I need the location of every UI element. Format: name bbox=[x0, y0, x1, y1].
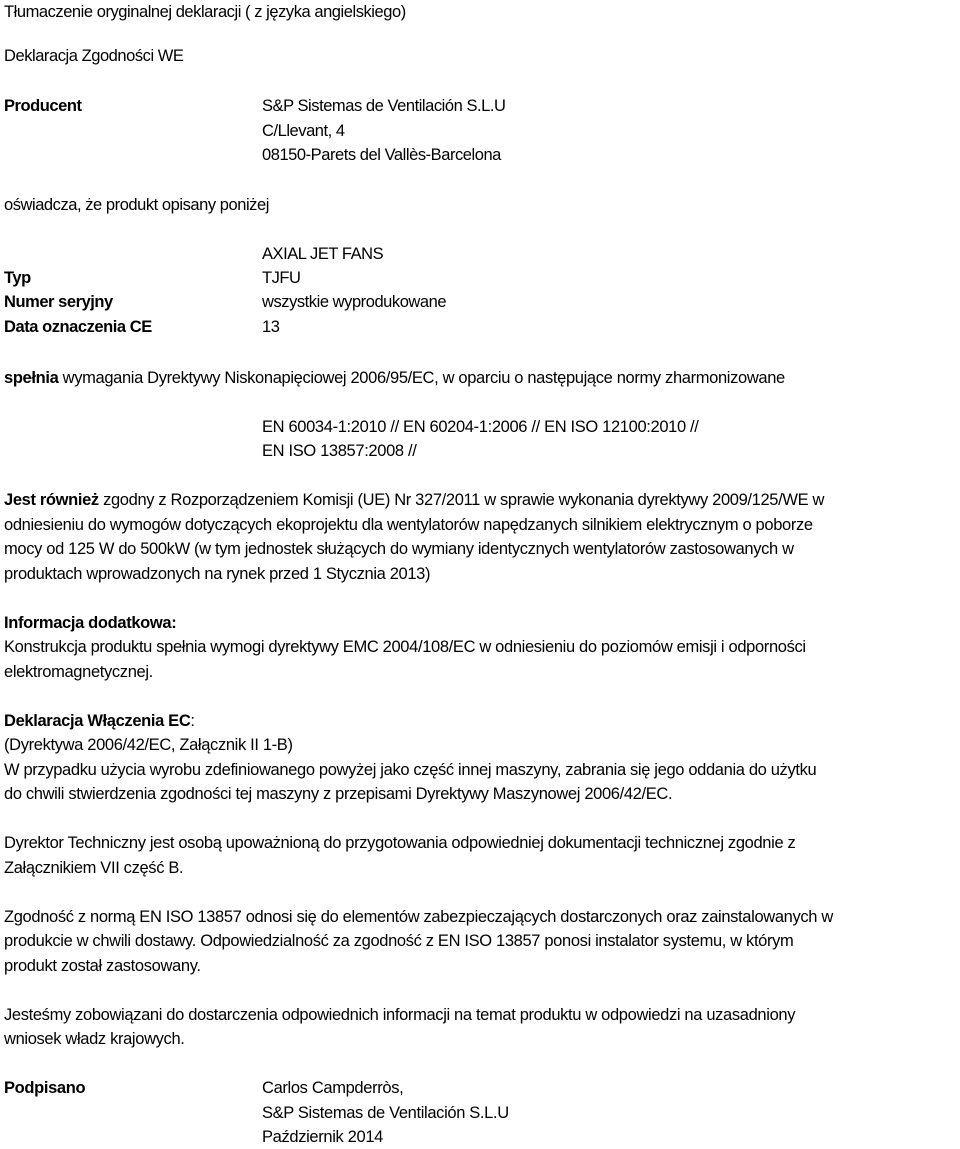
signatory-name: Carlos Campderròs, bbox=[262, 1079, 404, 1097]
product-name: AXIAL JET FANS bbox=[262, 245, 384, 263]
regulation-line-2: odniesieniu do wymogów dotyczących ekoprojektu dla wentylatorów napędzanych silnikiem elektrycznym o poborze bbox=[4, 516, 813, 534]
translation-note: Tłumaczenie oryginalnej deklaracji ( z języka angielskiego) bbox=[4, 3, 406, 21]
ce-value: 13 bbox=[262, 318, 280, 336]
additional-line-1: Konstrukcja produktu spełnia wymogi dyrektywy EMC 2004/108/EC w odniesieniu do poziomów emisji i odporności bbox=[4, 638, 806, 656]
signature-label: Podpisano bbox=[4, 1079, 86, 1097]
conformity-line-3: produkt został zastosowany. bbox=[4, 957, 201, 975]
incorporation-line-1: (Dyrektywa 2006/42/EC, Załącznik II 1-B) bbox=[4, 736, 293, 754]
signatory-company: S&P Sistemas de Ventilación S.L.U bbox=[262, 1104, 509, 1122]
additional-line-2: elektromagnetycznej. bbox=[4, 663, 153, 681]
document-title: Deklaracja Zgodności WE bbox=[4, 47, 184, 65]
obligation-line-2: wniosek władz krajowych. bbox=[4, 1030, 185, 1048]
regulation-emphasis: Jest również bbox=[4, 491, 99, 509]
standards-line-2: EN ISO 13857:2008 // bbox=[262, 442, 417, 460]
serial-label: Numer seryjny bbox=[4, 293, 113, 311]
regulation-line-4: produktach wprowadzonych na rynek przed 1 Stycznia 2013) bbox=[4, 565, 431, 583]
regulation-line-1-rest: zgodny z Rozporządzeniem Komisji (UE) Nr 327/2011 w sprawie wykonania dyrektywy 2009/125/WE w bbox=[98, 491, 825, 509]
serial-value: wszystkie wyprodukowane bbox=[262, 293, 447, 311]
signature-date: Październik 2014 bbox=[262, 1128, 383, 1146]
standards-line-1: EN 60034-1:2010 // EN 60204-1:2006 // EN ISO 12100:2010 // bbox=[262, 418, 699, 436]
director-line-1: Dyrektor Techniczny jest osobą upoważnioną do przygotowania odpowiedniej dokumentacji technicznej zgodnie z bbox=[4, 834, 796, 852]
declares-text: oświadcza, że produkt opisany poniżej bbox=[4, 196, 269, 214]
conformity-line-2: produkcie w chwili dostawy. Odpowiedzialność za zgodność z EN ISO 13857 ponosi instalator systemu, w którym bbox=[4, 932, 794, 950]
incorporation-line-3: do chwili stwierdzenia zgodności tej maszyny z przepisami Dyrektywy Maszynowej 2006/42/EC. bbox=[4, 785, 673, 803]
type-label: Typ bbox=[4, 269, 31, 287]
director-line-2: Załącznikiem VII część B. bbox=[4, 859, 184, 877]
regulation-line-1 bbox=[4, 488, 824, 512]
regulation-line-3: mocy od 125 W do 500kW (w tym jednostek służących do wymiany identycznych wentylatorów zastosowanych w bbox=[4, 540, 794, 558]
type-value: TJFU bbox=[262, 269, 301, 287]
producer-city: 08150-Parets del Vallès-Barcelona bbox=[262, 146, 501, 164]
ce-label: Data oznaczenia CE bbox=[4, 318, 152, 336]
requirements-line bbox=[4, 366, 785, 390]
incorporation-heading: Deklaracja Włączenia EC: bbox=[4, 712, 195, 730]
obligation-line-1: Jesteśmy zobowiązani do dostarczenia odpowiednich informacji na temat produktu w odpowiedzi na uzasadniony bbox=[4, 1006, 796, 1024]
requirements-keyword: spełnia bbox=[4, 369, 59, 387]
producer-label: Producent bbox=[4, 97, 82, 115]
additional-heading: Informacja dodatkowa: bbox=[4, 614, 177, 632]
producer-street: C/Llevant, 4 bbox=[262, 122, 345, 140]
producer-name: S&P Sistemas de Ventilación S.L.U bbox=[262, 97, 506, 115]
conformity-line-1: Zgodność z normą EN ISO 13857 odnosi się do elementów zabezpieczających dostarczonych oraz zainstalowanych w bbox=[4, 908, 833, 926]
requirements-rest: wymagania Dyrektywy Niskonapięciowej 2006/95/EC, w oparciu o następujące normy zharmonizowane bbox=[58, 369, 785, 387]
incorporation-line-2: W przypadku użycia wyrobu zdefiniowanego powyżej jako część innej maszyny, zabrania się jego oddania do użytku bbox=[4, 761, 817, 779]
